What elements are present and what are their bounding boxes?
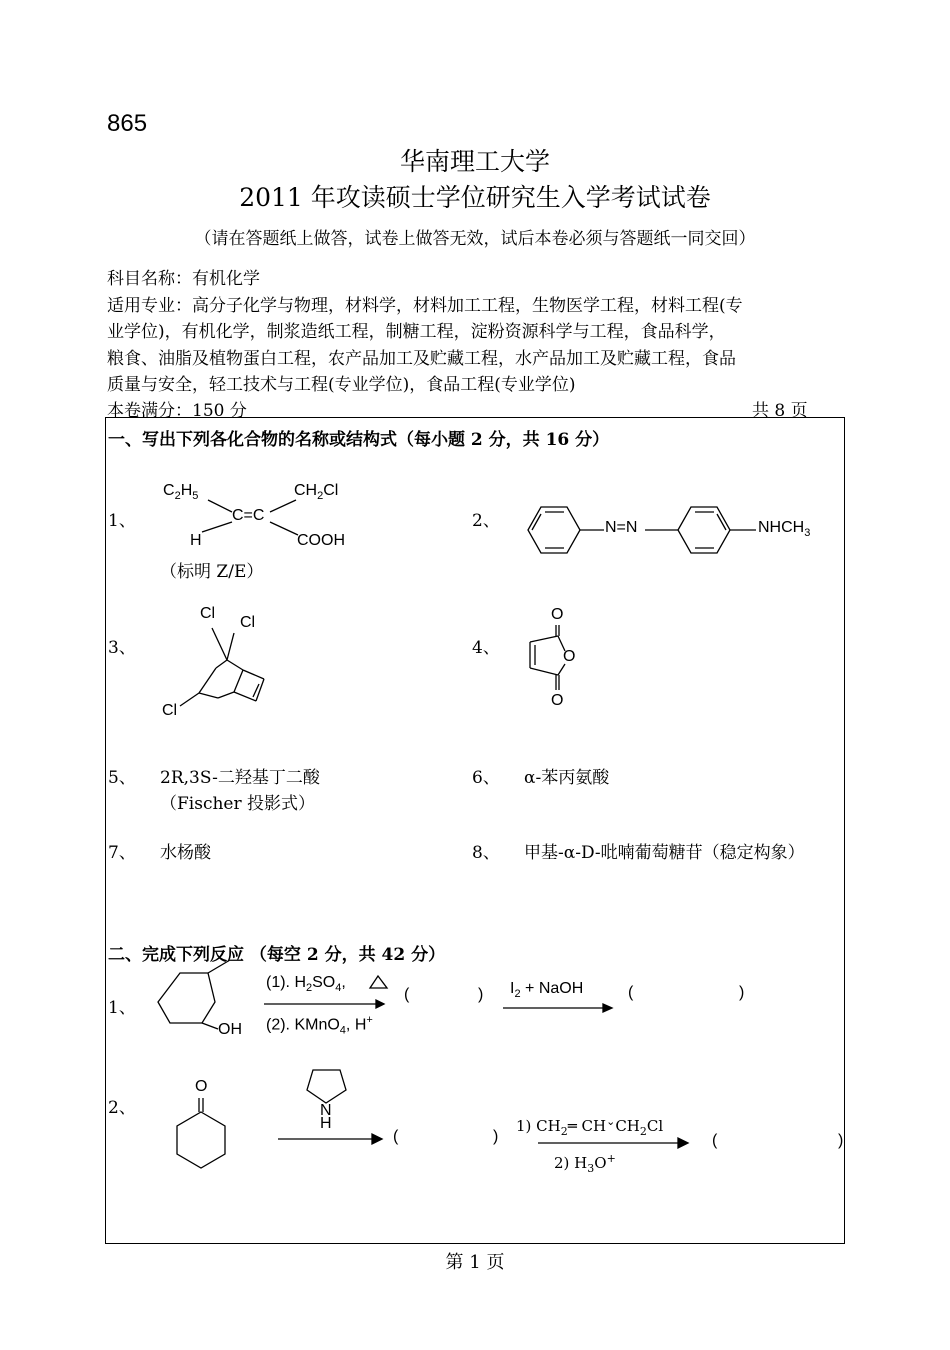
- majors-line-2: 业学位)，有机化学，制浆造纸工程，制糖工程，淀粉资源科学与工程，食品科学，: [107, 322, 726, 342]
- r1-reagent: $I_2$ + NaOH: [510, 980, 584, 1001]
- q1-number: 1、: [108, 511, 136, 531]
- q4-oxygen-bottom: O: [551, 692, 564, 709]
- q2-azo: N=N: [605, 519, 638, 536]
- q8-text: 甲基-α-D-吡喃葡萄糖苷（稳定构象）: [524, 843, 805, 863]
- full-score: 本卷满分：150 分: [107, 401, 247, 421]
- q6-text: α-苯丙氨酸: [524, 768, 610, 788]
- q4-oxygen-ring: O: [563, 648, 576, 665]
- q1-chloromethyl: $CH_2Cl$: [294, 482, 339, 503]
- q7-text: 水杨酸: [160, 843, 211, 863]
- r2-blank-2-close: ): [838, 1132, 844, 1149]
- r1-blank-2-open: (: [628, 984, 634, 1001]
- q1-double-bond: C=C: [232, 507, 265, 524]
- exam-title: 2011 年攻读硕士学位研究生入学考试试卷: [239, 183, 711, 212]
- r2-number: 2、: [108, 1098, 136, 1118]
- r2-blank-1-open: (: [393, 1128, 399, 1145]
- q3-chloro-3: Cl: [162, 702, 178, 719]
- r2-pyrrolidine-n: N: [320, 1102, 332, 1119]
- q1-ethyl: $C_2H_5$: [163, 482, 199, 503]
- r2-step-2: 2) $H_3O^+$: [554, 1152, 616, 1175]
- r2-blank-1-close: ): [493, 1128, 499, 1145]
- q4-oxygen-top: O: [551, 606, 564, 623]
- q5-number: 5、: [108, 768, 136, 788]
- majors-line-1: 适用专业：高分子化学与物理，材料学，材料加工工程，生物医学工程，材料工程(专: [107, 296, 743, 316]
- total-pages: 共 8 页: [752, 401, 808, 421]
- subject-name: 科目名称：有机化学: [107, 269, 260, 289]
- majors-line-3: 粮食、油脂及植物蛋白工程，农产品加工及贮藏工程，水产品加工及贮藏工程，食品: [107, 349, 736, 369]
- r2-pyrrolidine-h: H: [320, 1115, 332, 1132]
- r2-step-1: 1) $CH_2═$ $CH^⌄CH_2Cl$: [516, 1115, 664, 1138]
- section-1-title: 一、写出下列各化合物的名称或结构式（每小题 2 分，共 16 分）: [108, 430, 610, 450]
- r1-blank-2-close: ): [739, 984, 745, 1001]
- q2-methylamino: $NHCH_3$: [758, 519, 811, 540]
- q4-number: 4、: [472, 638, 500, 658]
- r1-blank-1-close: ): [478, 986, 484, 1003]
- q5-text: 2R,3S-二羟基丁二酸: [160, 768, 320, 788]
- r1-condition-2: (2). KMnO$_4$, H+: [266, 1014, 373, 1037]
- r1-number: 1、: [108, 998, 136, 1018]
- r1-hydroxyl: OH: [218, 1021, 242, 1038]
- r1-condition-1: (1). $H_2SO_4$,: [266, 974, 346, 995]
- q3-chloro-1: Cl: [200, 605, 216, 622]
- r2-carbonyl-oxygen: O: [195, 1078, 208, 1095]
- q1-hydrogen: H: [190, 532, 202, 549]
- q8-number: 8、: [472, 843, 500, 863]
- exam-instruction: （请在答题纸上做答，试卷上做答无效，试后本卷必须与答题纸一同交回）: [194, 229, 756, 249]
- q2-number: 2、: [472, 511, 500, 531]
- page-number: 第 1 页: [445, 1252, 505, 1273]
- q3-number: 3、: [108, 638, 136, 658]
- majors-line-4: 质量与安全，轻工技术与工程(专业学位)，食品工程(专业学位): [107, 375, 576, 395]
- section-2-title: 二、完成下列反应 （每空 2 分，共 42 分）: [108, 945, 446, 965]
- university-name: 华南理工大学: [399, 147, 550, 176]
- q3-chloro-2: Cl: [240, 614, 256, 631]
- exam-code: 865: [107, 110, 148, 137]
- q1-carboxyl: COOH: [297, 532, 345, 549]
- r1-blank-1-open: (: [404, 986, 410, 1003]
- q6-number: 6、: [472, 768, 500, 788]
- q5-note: （Fischer 投影式）: [160, 794, 316, 814]
- q7-number: 7、: [108, 843, 136, 863]
- q1-note: （标明 Z/E）: [160, 562, 264, 582]
- question-box: [105, 417, 845, 1244]
- r2-blank-2-open: (: [712, 1132, 718, 1149]
